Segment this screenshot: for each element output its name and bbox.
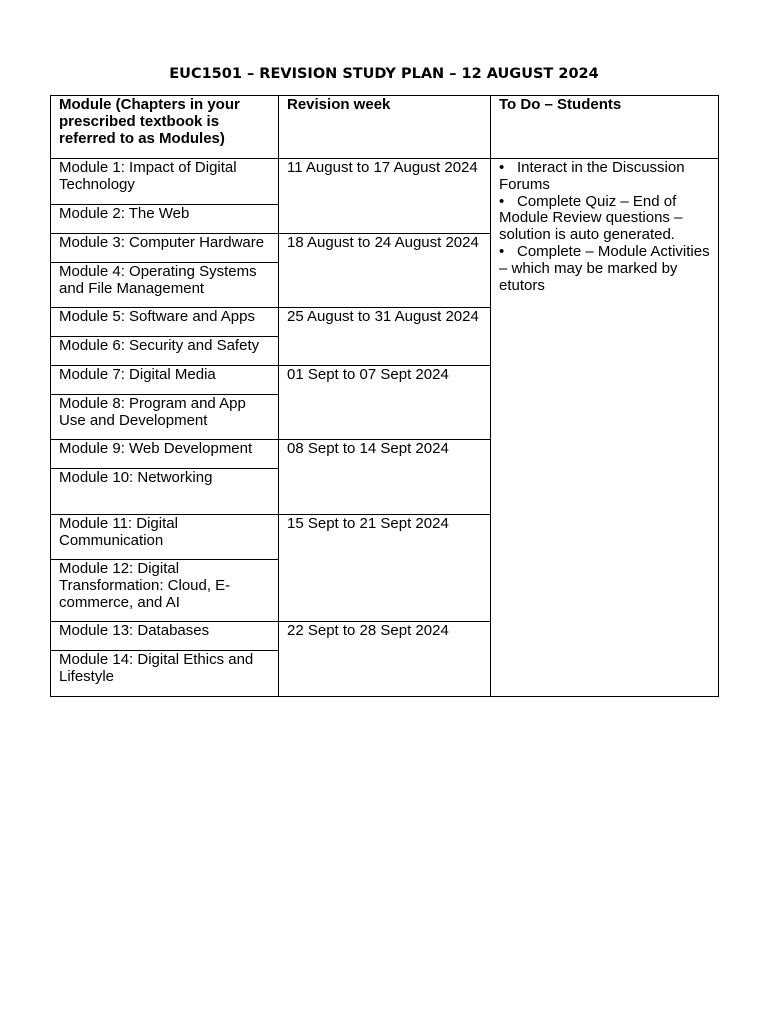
module-cell: Module 3: Computer Hardware (51, 234, 279, 263)
bullet-icon: • (499, 242, 505, 260)
table-header-row (51, 96, 719, 159)
week-cell: 18 August to 24 August 2024 (279, 234, 491, 308)
todo-item (499, 160, 711, 194)
week-cell: 25 August to 31 August 2024 (279, 308, 491, 366)
module-cell: Module 8: Program and App Use and Development (51, 395, 279, 440)
week-cell: 22 Sept to 28 Sept 2024 (279, 622, 491, 697)
week-cell: 08 Sept to 14 Sept 2024 (279, 440, 491, 515)
week-cell: 15 Sept to 21 Sept 2024 (279, 515, 491, 622)
week-cell: 11 August to 17 August 2024 (279, 159, 491, 234)
header-module: Module (Chapters in your prescribed textbook is referred to as Modules) (51, 96, 279, 159)
todo-item (499, 244, 711, 294)
todo-item-text: Complete Quiz – End of Module Review questions – solution is auto generated. (499, 192, 683, 244)
bullet-icon: • (499, 159, 505, 176)
week-cell: 01 Sept to 07 Sept 2024 (279, 366, 491, 440)
module-cell: Module 12: Digital Transformation: Cloud, E-commerce, and AI (51, 560, 279, 622)
todo-item-text: Interact in the Discussion Forums (499, 159, 685, 193)
module-cell: Module 7: Digital Media (51, 366, 279, 395)
module-cell: Module 11: Digital Communication (51, 515, 279, 560)
todo-item-text: Complete – Module Activities – which may be marked by etutors (499, 242, 710, 294)
module-cell: Module 10: Networking (51, 469, 279, 515)
module-cell: Module 1: Impact of Digital Technology (51, 159, 279, 205)
document-title: EUC1501 – REVISION STUDY PLAN – 12 AUGUST 2024 (169, 66, 599, 82)
todo-item (499, 194, 711, 244)
table-row (51, 159, 719, 205)
module-cell: Module 13: Databases (51, 622, 279, 651)
module-cell: Module 9: Web Development (51, 440, 279, 469)
bullet-icon: • (499, 192, 505, 210)
revision-plan-table (50, 95, 719, 697)
todo-cell (491, 159, 719, 697)
header-revision-week: Revision week (279, 96, 491, 159)
todo-list (499, 160, 711, 294)
module-cell: Module 2: The Web (51, 205, 279, 234)
module-cell: Module 6: Security and Safety (51, 337, 279, 366)
module-cell: Module 4: Operating Systems and File Management (51, 263, 279, 308)
header-todo: To Do – Students (491, 96, 719, 159)
module-cell: Module 14: Digital Ethics and Lifestyle (51, 651, 279, 697)
module-cell: Module 5: Software and Apps (51, 308, 279, 337)
